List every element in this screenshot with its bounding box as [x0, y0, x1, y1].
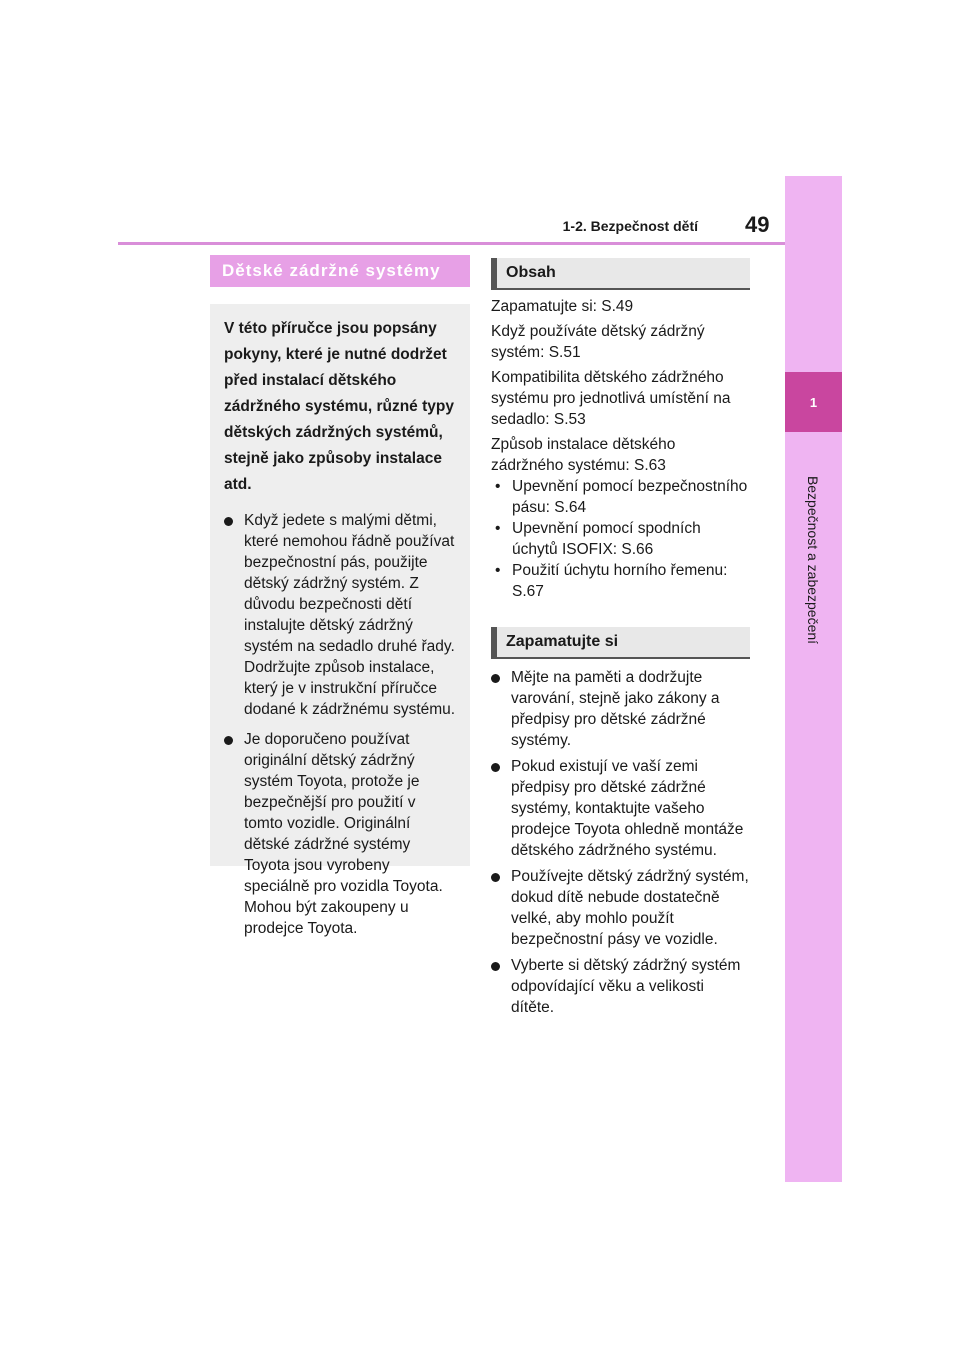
contents-list — [491, 296, 750, 602]
side-tab — [785, 176, 842, 1182]
intro-box — [210, 304, 470, 937]
list-item: Vyberte si dětský zádržný systém odpovídající věku a velikosti dítěte. — [491, 955, 750, 1018]
contents-subentry[interactable]: • Použití úchytu horního řemenu: S.67 — [495, 562, 728, 600]
bullet-icon — [491, 962, 500, 971]
contents-entry[interactable]: Kompatibilita dětského zádržného systému pro jednotlivá umístění na sedadlo: S.53 — [491, 369, 731, 428]
list-item: Používejte dětský zádržný systém, dokud dítě nebude dostatečně velké, aby mohlo použít bezpečnostní pásy ve vozidle. — [491, 866, 750, 950]
section-title: 1-2. Bezpečnost dětí — [562, 218, 698, 234]
list-item: Pokud existují ve vaší zemi předpisy pro dětské zádržné systémy, kontaktujte vašeho prodejce Toyota ohledně montáže dětského zádržného systému. — [491, 756, 750, 861]
contents-entry[interactable]: Zapamatujte si: S.49 — [491, 298, 634, 315]
contents-heading: Obsah — [491, 258, 750, 290]
bullet-icon — [224, 736, 233, 745]
right-column — [491, 258, 750, 1023]
intro-text: V této příručce jsou popsány pokyny, které je nutné dodržet před instalací dětského zádržného systému, různé typy dětských zádržných systémů, stejně jako způsoby instalace atd. — [224, 320, 454, 493]
chapter-label: Bezpečnost a zabezpečení — [805, 475, 821, 645]
list-item: Když jedete s malými dětmi, které nemohou řádně používat bezpečnostní pás, použijte dětský zádržný systém. Z důvodu bezpečnosti dětí instalujte dětský zádržný systém na sedadlo druhé řady. Dodržujte způsob instalace, který je v instrukční příručce dodané k zádržnému systému. — [224, 510, 456, 720]
remember-heading: Zapamatujte si — [491, 627, 750, 659]
contents-subentry[interactable]: • Upevnění pomocí spodních úchytů ISOFIX: S.66 — [495, 520, 701, 558]
header-divider — [118, 242, 785, 245]
contents-entry[interactable]: Způsob instalace dětského zádržného systému: S.63 — [491, 436, 676, 474]
bullet-icon — [491, 873, 500, 882]
list-item: Je doporučeno používat originální dětský zádržný systém Toyota, protože je bezpečnější pro použití v tomto vozidle. Originální dětské zádržné systémy Toyota jsou vyrobeny speciálně pro vozidla Toyota. Mohou být zakoupeny u prodejce Toyota. — [224, 729, 456, 939]
chapter-number-tab: 1 — [785, 372, 842, 432]
bullet-icon — [224, 517, 233, 526]
page-number: 49 — [745, 212, 770, 237]
left-column — [210, 255, 470, 937]
list-item: Mějte na paměti a dodržujte varování, stejně jako zákony a předpisy pro dětské zádržné systémy. — [491, 667, 750, 751]
bullet-icon — [491, 763, 500, 772]
chapter-heading: Dětské zádržné systémy — [210, 255, 470, 287]
contents-entry[interactable]: Když používáte dětský zádržný systém: S.51 — [491, 323, 705, 361]
contents-subentry[interactable]: • Upevnění pomocí bezpečnostního pásu: S.64 — [495, 478, 748, 516]
contents-sublist — [491, 476, 750, 602]
bullet-icon — [491, 674, 500, 683]
intro-list — [224, 510, 456, 939]
remember-list — [491, 667, 750, 1018]
